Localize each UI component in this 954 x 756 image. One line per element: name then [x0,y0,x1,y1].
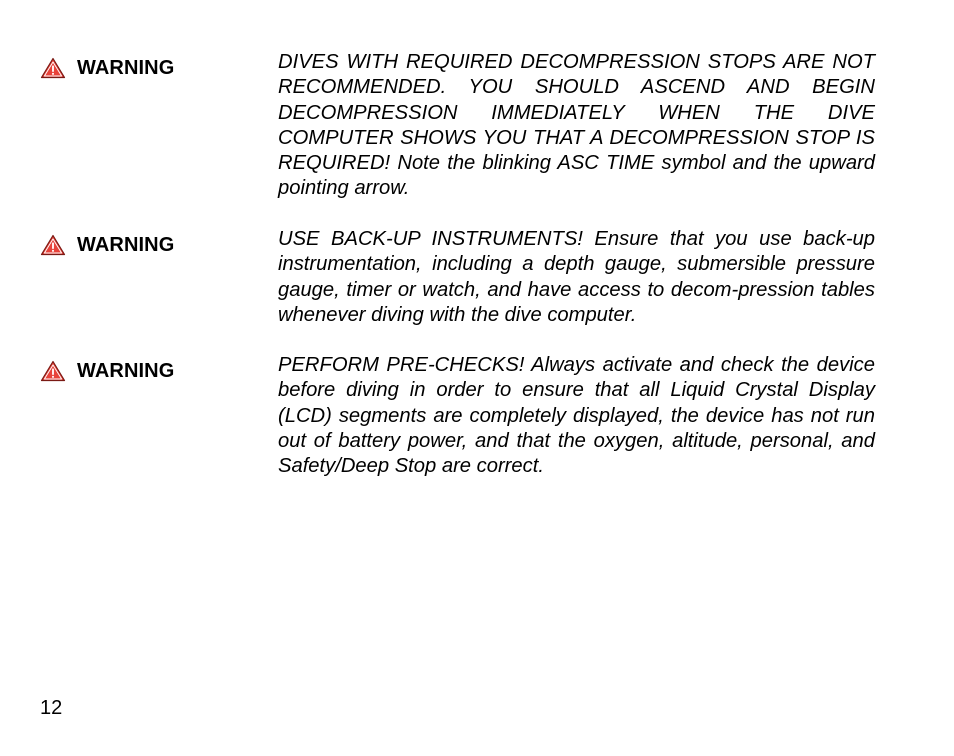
warning-triangle-icon [40,57,66,79]
warning-label: WARNING [77,233,175,256]
warning-body-text: DIVES WITH REQUIRED DECOMPRESSION STOPS ARE NOT RECOMMENDED. YOU SHOULD ASCEND AND BEGIN DECOMPRESSION IMMEDIATELY WHEN THE DIVE COMPUTER SHOWS YOU THAT A DECOMPRESSION STOP IS REQUIRED! Note the blinking ASC TIME symbol and the upward pointing arrow. [278,51,875,200]
warning-triangle-icon [40,360,66,382]
warning-heading [40,233,174,257]
warning-heading [40,56,174,80]
warning-label: WARNING [77,56,175,79]
warning-body-text: USE BACK-UP INSTRUMENTS! Ensure that you use back-up instrumentation, including a depth gauge, submersible pressure gauge, timer or watch, and have access to decom-pression tables whenever diving with the dive computer. [278,228,875,326]
page-number: 12 [40,697,63,719]
warning-label: WARNING [77,359,175,382]
warning-heading [40,359,174,383]
warning-triangle-icon [40,234,66,256]
warning-body-text: PERFORM PRE-CHECKS! Always activate and check the device before diving in order to ensure that all Liquid Crystal Display (LCD) segments are completely displayed, the device has not run out of battery power, and that the oxygen, altitude, personal, and Safety/Deep Stop are correct. [278,354,875,478]
